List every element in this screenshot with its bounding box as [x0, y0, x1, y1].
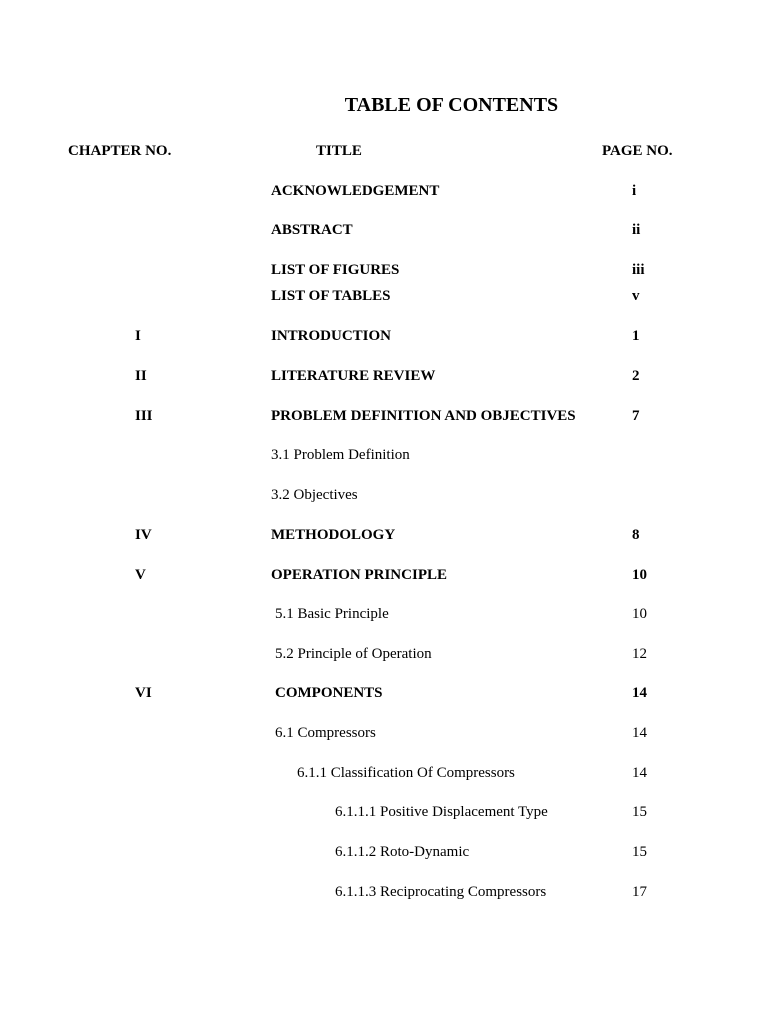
page-title: TABLE OF CONTENTS: [344, 94, 559, 116]
entry-title: 5.2 Principle of Operation: [275, 646, 432, 662]
entry-title: COMPONENTS: [275, 685, 383, 701]
toc-entry: [0, 724, 768, 744]
page-number: i: [632, 183, 637, 199]
chapter-number: III: [135, 408, 153, 424]
toc-entry: [0, 684, 768, 704]
page-number: 10: [632, 606, 647, 622]
page-number: 15: [632, 804, 647, 820]
entry-title: ABSTRACT: [271, 222, 353, 238]
title-column-header: TITLE: [316, 143, 362, 159]
page-number: ii: [632, 222, 641, 238]
chapter-number: VI: [135, 685, 152, 701]
entry-title: METHODOLOGY: [271, 527, 396, 543]
page-number: iii: [632, 262, 645, 278]
page-number: 12: [632, 646, 647, 662]
entry-title: LIST OF FIGURES: [271, 262, 400, 278]
page-number: 1: [632, 328, 640, 344]
page-number: 14: [632, 765, 647, 781]
entry-title: INTRODUCTION: [271, 328, 392, 344]
entry-title: 5.1 Basic Principle: [275, 606, 389, 622]
entry-title: PROBLEM DEFINITION AND OBJECTIVES: [271, 408, 576, 424]
toc-entry: [0, 764, 768, 784]
page-number: 10: [632, 567, 647, 583]
page-number: 14: [632, 725, 647, 741]
toc-entry: [0, 407, 768, 427]
toc-entry: [0, 526, 768, 546]
chapter-number: I: [135, 328, 141, 344]
page-number: 8: [632, 527, 640, 543]
entry-title: 6.1.1.3 Reciprocating Compressors: [335, 884, 547, 900]
page-number: 2: [632, 368, 640, 384]
toc-entry: [0, 446, 768, 466]
page-number: 14: [632, 685, 647, 701]
toc-entry: [0, 843, 768, 863]
page-number: v: [632, 288, 640, 304]
toc-entry: [0, 221, 768, 241]
page-number: 7: [632, 408, 640, 424]
entry-title: 3.1 Problem Definition: [271, 447, 410, 463]
toc-entry: [0, 287, 768, 307]
entry-title: LIST OF TABLES: [271, 288, 391, 304]
entry-title: ACKNOWLEDGEMENT: [271, 183, 440, 199]
toc-entry: [0, 327, 768, 347]
toc-entry: [0, 566, 768, 586]
entry-title: 6.1.1.1 Positive Displacement Type: [335, 804, 548, 820]
chapter-number: V: [135, 567, 146, 583]
entry-title: 3.2 Objectives: [271, 487, 358, 503]
page-number: 17: [632, 884, 647, 900]
toc-entry: [0, 261, 768, 281]
toc-entry: [0, 182, 768, 202]
toc-entry: [0, 367, 768, 387]
page-column-header: PAGE NO.: [602, 143, 673, 159]
toc-entry: [0, 803, 768, 823]
toc-entry: [0, 645, 768, 665]
entry-title: 6.1.1.2 Roto-Dynamic: [335, 844, 470, 860]
toc-entry: [0, 486, 768, 506]
chapter-column-header: CHAPTER NO.: [68, 143, 172, 159]
toc-entry: [0, 605, 768, 625]
toc-entry: [0, 883, 768, 903]
page-number: 15: [632, 844, 647, 860]
entry-title: OPERATION PRINCIPLE: [271, 567, 447, 583]
entry-title: 6.1 Compressors: [275, 725, 376, 741]
entry-title: 6.1.1 Classification Of Compressors: [297, 765, 515, 781]
chapter-number: IV: [135, 527, 152, 543]
chapter-number: II: [135, 368, 147, 384]
entry-title: LITERATURE REVIEW: [271, 368, 436, 384]
